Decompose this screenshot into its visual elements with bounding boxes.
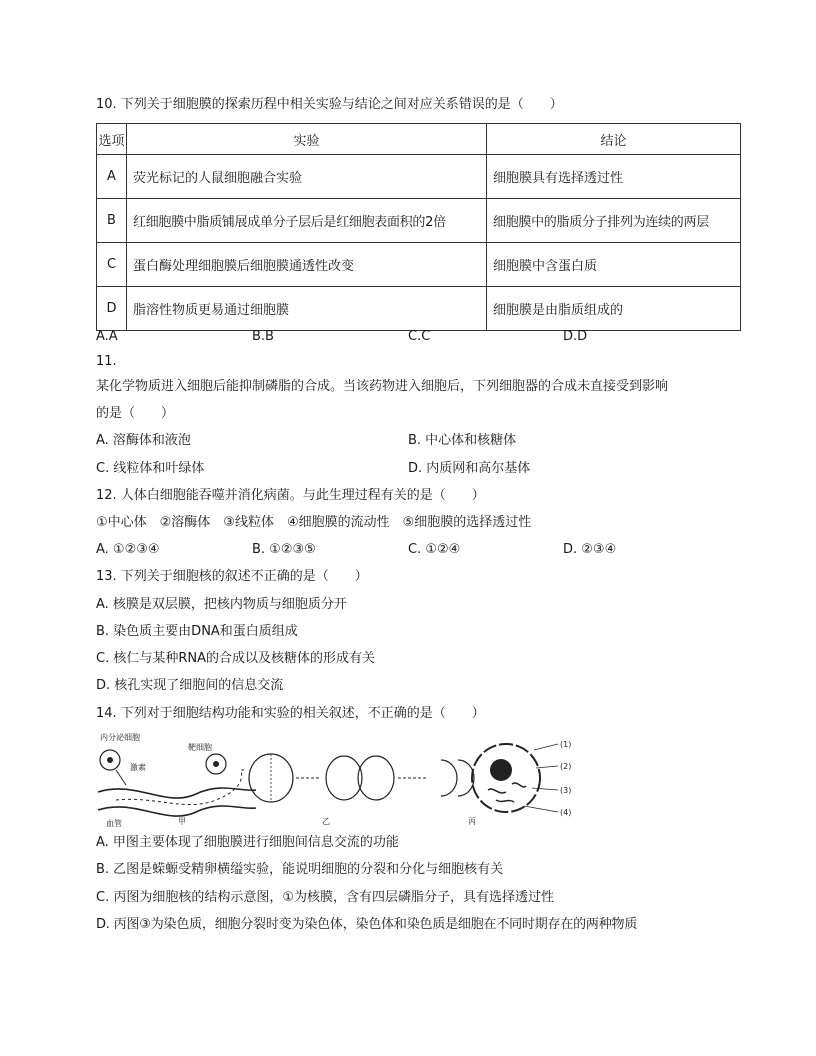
q11-choice-a[interactable]: A. 溶酶体和液泡 [96, 433, 191, 448]
row-option: B [97, 199, 127, 243]
label-jia: 甲 [178, 817, 186, 826]
label-vessel: 血管 [106, 819, 122, 828]
header-conclusion: 结论 [487, 124, 741, 155]
q13-choice-d[interactable]: D. 核孔实现了细胞间的信息交流 [96, 678, 284, 693]
row-experiment: 红细胞膜中脂质铺展成单分子层后是红细胞表面积的2倍 [127, 199, 487, 243]
row-conclusion: 细胞膜具有选择透过性 [487, 155, 741, 199]
pointer-3 [532, 788, 558, 790]
label-n1: (1) [560, 740, 572, 749]
q11-choice-c[interactable]: C. 线粒体和叶绿体 [96, 461, 205, 476]
egg-middle-left [326, 756, 362, 800]
nucleolus-shape [490, 759, 512, 781]
pointer-1 [534, 744, 558, 750]
table-row [97, 155, 741, 199]
diagram-yi [249, 754, 474, 826]
table-row [97, 287, 741, 331]
q11-number: 11. [96, 354, 117, 369]
row-experiment: 蛋白酶处理细胞膜后细胞膜通透性改变 [127, 243, 487, 287]
q13-choice-c[interactable]: C. 核仁与某种RNA的合成以及核糖体的形成有关 [96, 651, 375, 666]
header-experiment: 实验 [127, 124, 487, 155]
q12-choice-c[interactable]: C. ①②④ [408, 542, 461, 557]
egg-middle-right [358, 756, 394, 800]
label-target-cell: 靶细胞 [188, 743, 212, 752]
vessel-upper-wall [98, 788, 256, 798]
label-secretory-cell: 内分泌细胞 [100, 733, 140, 742]
row-experiment: 脂溶性物质更易通过细胞膜 [127, 287, 487, 331]
label-n2: (2) [560, 762, 572, 771]
table-row [97, 243, 741, 287]
pointer-2 [536, 766, 558, 768]
q12-items: ①中心体 ②溶酶体 ③线粒体 ④细胞膜的流动性 ⑤细胞膜的选择透过性 [96, 515, 532, 530]
q13-choice-b[interactable]: B. 染色质主要由DNA和蛋白质组成 [96, 624, 298, 639]
table-row [97, 199, 741, 243]
q11-stem-line2: 的是（ ） [96, 406, 175, 421]
label-yi: 乙 [322, 817, 330, 826]
target-nucleus-shape [213, 761, 219, 767]
q14-choice-d[interactable]: D. 丙图③为染色质，细胞分裂时变为染色体，染色体和染色质是细胞在不同时期存在的两种物质 [96, 917, 638, 932]
q14-choice-b[interactable]: B. 乙图是蝾螈受精卵横缢实验，能说明细胞的分裂和分化与细胞核有关 [96, 862, 504, 877]
label-bing: 丙 [468, 817, 476, 826]
q12-choice-d[interactable]: D. ②③④ [563, 542, 617, 557]
q10-choice-b[interactable]: B.B [252, 329, 274, 344]
secretion-arrow [116, 770, 126, 785]
q14-choice-a[interactable]: A. 甲图主要体现了细胞膜进行细胞间信息交流的功能 [96, 835, 399, 850]
label-hormone: 激素 [130, 763, 146, 772]
chromatin-shape [488, 783, 526, 802]
vessel-lower-wall [98, 806, 256, 816]
secretory-nucleus-shape [107, 757, 113, 763]
row-option: A [97, 155, 127, 199]
header-option: 选项 [97, 124, 127, 155]
q11-choice-b[interactable]: B. 中心体和核糖体 [408, 433, 517, 448]
q11-stem-line1: 某化学物质进入细胞后能抑制磷脂的合成。当该药物进入细胞后，下列细胞器的合成未直接受到影响 [96, 379, 669, 394]
diagram-jia [98, 732, 256, 828]
row-experiment: 荧光标记的人鼠细胞融合实验 [127, 155, 487, 199]
q14-stem: 14. 下列对于细胞结构功能和实验的相关叙述，不正确的是（ ） [96, 706, 485, 721]
q13-choice-a[interactable]: A. 核膜是双层膜，把核内物质与细胞质分开 [96, 597, 347, 612]
q10-stem: 10. 下列关于细胞膜的探索历程中相关实验与结论之间对应关系错误的是（ ） [96, 97, 563, 112]
egg-right-half-1 [441, 760, 457, 796]
label-n4: (4) [560, 808, 572, 817]
q11-choice-d[interactable]: D. 内质网和高尔基体 [408, 461, 531, 476]
label-n3: (3) [560, 786, 572, 795]
q14-choice-c[interactable]: C. 丙图为细胞核的结构示意图，①为核膜，含有四层磷脂分子，具有选择透过性 [96, 890, 554, 905]
diagram-bing [468, 740, 571, 826]
q12-choice-b[interactable]: B. ①②③⑤ [252, 542, 316, 557]
q14-figure [96, 730, 696, 830]
row-conclusion: 细胞膜中的脂质分子排列为连续的两层 [487, 199, 741, 243]
cell-diagrams [96, 730, 696, 830]
row-conclusion: 细胞膜是由脂质组成的 [487, 287, 741, 331]
pointer-4 [524, 806, 558, 812]
row-conclusion: 细胞膜中含蛋白质 [487, 243, 741, 287]
q10-choice-c[interactable]: C.C [408, 329, 431, 344]
q12-stem: 12. 人体白细胞能吞噬并消化病菌。与此生理过程有关的是（ ） [96, 488, 485, 503]
q10-choice-d[interactable]: D.D [563, 329, 588, 344]
q13-stem: 13. 下列关于细胞核的叙述不正确的是（ ） [96, 569, 368, 584]
q10-choice-a[interactable]: A.A [96, 329, 118, 344]
q10-table [96, 123, 741, 331]
row-option: C [97, 243, 127, 287]
q12-choice-a[interactable]: A. ①②③④ [96, 542, 160, 557]
row-option: D [97, 287, 127, 331]
table-header-row [97, 124, 741, 155]
